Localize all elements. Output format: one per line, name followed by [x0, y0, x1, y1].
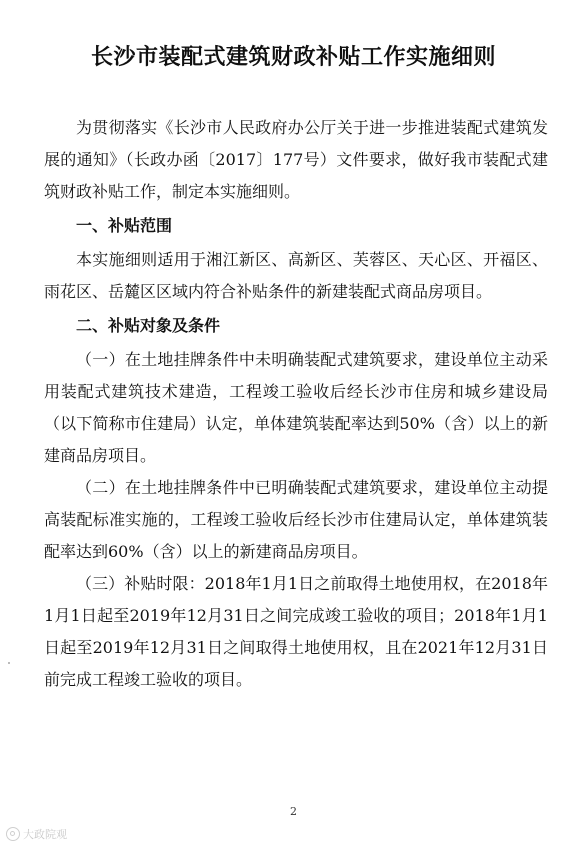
section-heading-scope: 一、补贴范围 [76, 216, 173, 235]
intro-paragraph: 为贯彻落实《长沙市人民政府办公厅关于进一步推进装配式建筑发展的通知》（长政办函〔2017〕177号）文件要求，做好我市装配式建筑财政补贴工作，制定本实施细则。 [44, 118, 548, 201]
page-number: 2 [290, 805, 297, 818]
condition-paragraph-2: （二）在土地挂牌条件中已明确装配式建筑要求，建设单位主动提高装配标准实施的，工程竣工验收后经长沙市住建局认定，单体建筑装配率达到60%（含）以上的新建商品房项目。 [44, 478, 548, 561]
weibo-logo-icon [6, 827, 20, 841]
section-heading-conditions: 二、补贴对象及条件 [76, 316, 221, 335]
condition-paragraph-3: （三）补贴时限：2018年1月1日之前取得土地使用权，在2018年1月1日起至2019年12月31日之间完成竣工验收的项目；2018年1月1日起至2019年12月31日之间取得土地使用权，且在2021年12月31日前完成工程竣工验收的项目。 [44, 574, 548, 689]
scope-paragraph: 本实施细则适用于湘江新区、高新区、芙蓉区、天心区、开福区、雨花区、岳麓区区域内符合补贴条件的新建装配式商品房项目。 [44, 250, 548, 301]
watermark-text: 大政院观 [23, 828, 67, 841]
watermark [6, 826, 67, 842]
document-body [44, 112, 548, 696]
document-title: 长沙市装配式建筑财政补贴工作实施细则 [90, 45, 496, 70]
condition-paragraph-1: （一）在土地挂牌条件中未明确装配式建筑要求，建设单位主动采用装配式建筑技术建造，工程竣工验收后经长沙市住房和城乡建设局（以下简称市住建局）认定，单体建筑装配率达到50%（含）以上的新建商品房项目。 [44, 350, 548, 465]
scan-speck [8, 662, 10, 664]
